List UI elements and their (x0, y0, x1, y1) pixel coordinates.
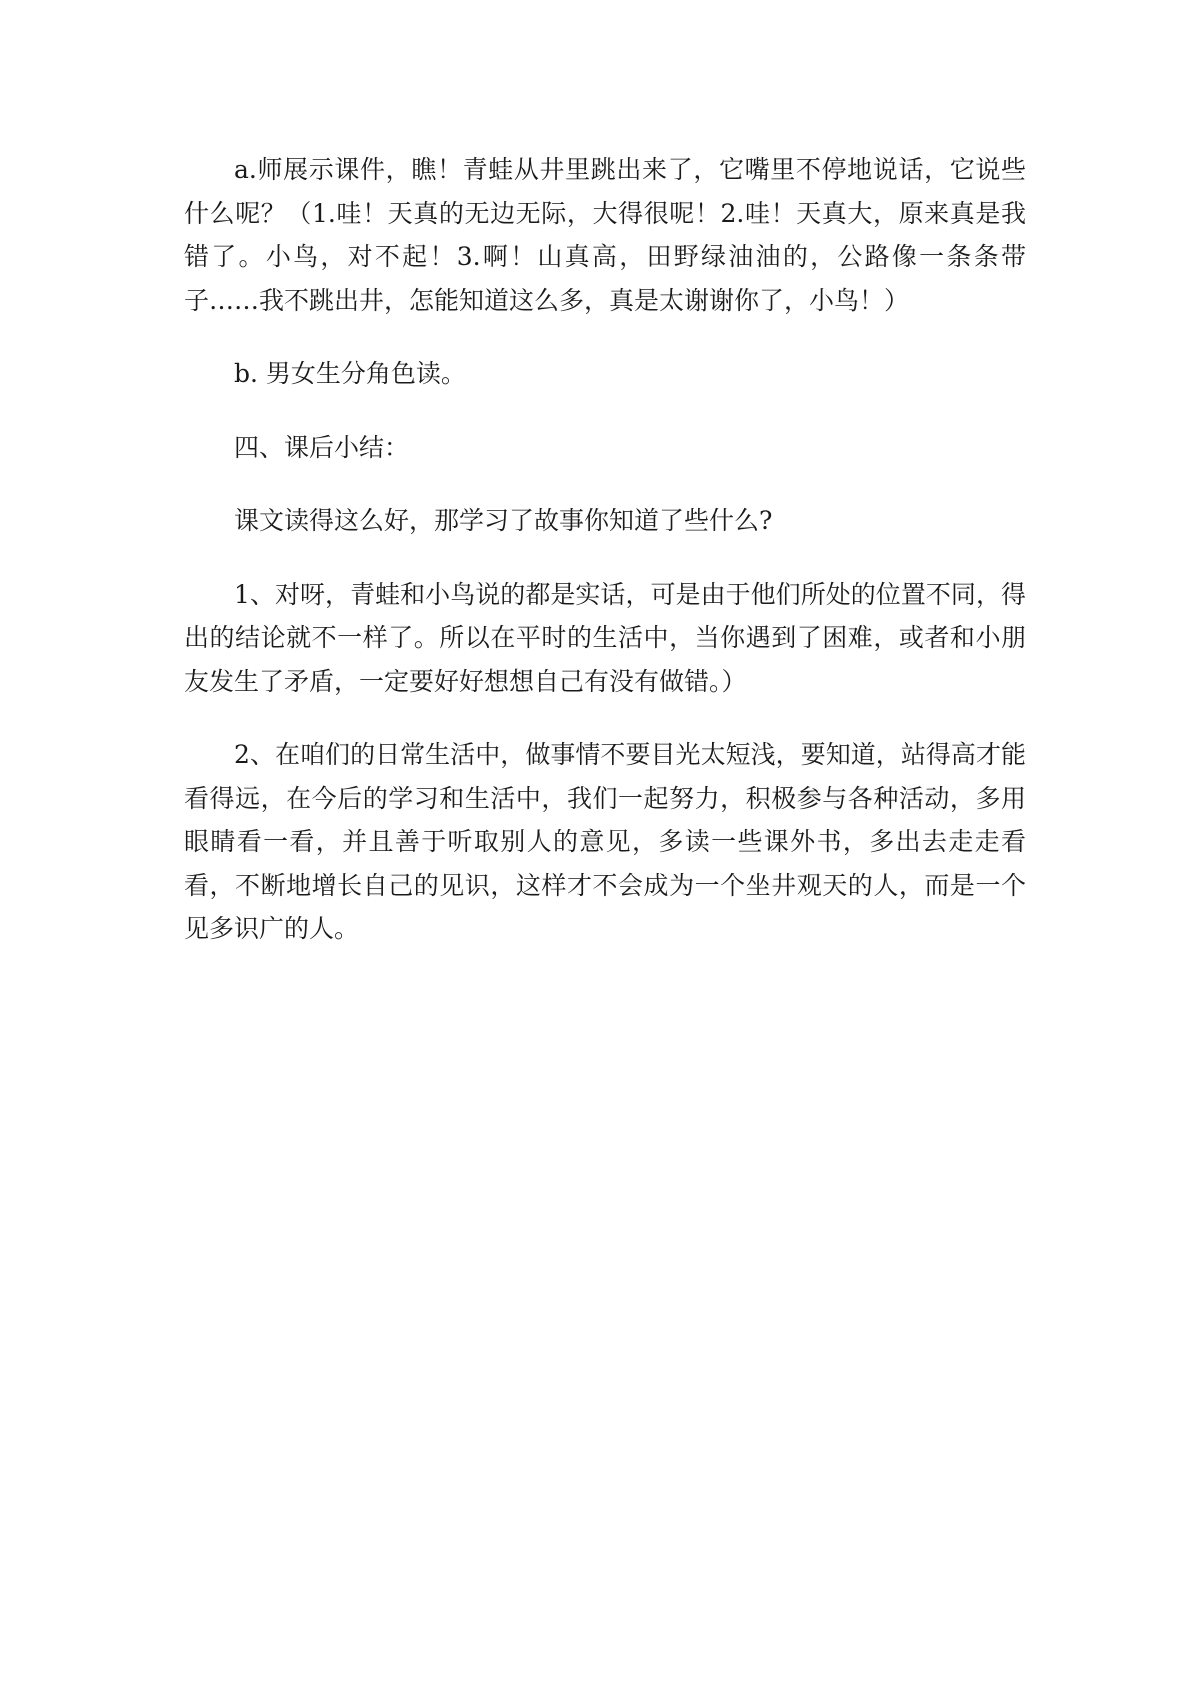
paragraph-point-1: 1、对呀，青蛙和小鸟说的都是实话，可是由于他们所处的位置不同，得出的结论就不一样了。所以在平时的生活中，当你遇到了困难，或者和小朋友发生了矛盾，一定要好好想想自己有没有做错。） (184, 579, 1026, 696)
section-heading-summary: 四、课后小结： (234, 432, 410, 462)
paragraph-role-reading: b. 男女生分角色读。 (234, 359, 466, 388)
paragraph-question: 课文读得这么好，那学习了故事你知道了些什么? (234, 506, 773, 535)
paragraph-frog-speech: a.师展示课件，瞧！青蛙从井里跳出来了，它嘴里不停地说话，它说些什么呢？（1.哇！天真的无边无际，大得很呢！2.哇！天真大，原来真是我错了。小鸟，对不起！3.啊！山真高，田野绿油油的，公路像一条条带子……我不跳出井，怎能知道这么多，真是太谢谢你了，小鸟！） (184, 155, 1026, 315)
paragraph-point-2: 2、在咱们的日常生活中，做事情不要目光太短浅，要知道，站得高才能看得远，在今后的学习和生活中，我们一起努力，积极参与各种活动，多用眼睛看一看，并且善于听取别人的意见，多读一些课外书，多出去走走看看，不断地增长自己的见识，这样才不会成为一个坐井观天的人，而是一个见多识广的人。 (184, 740, 1026, 943)
document-body (184, 148, 1026, 951)
